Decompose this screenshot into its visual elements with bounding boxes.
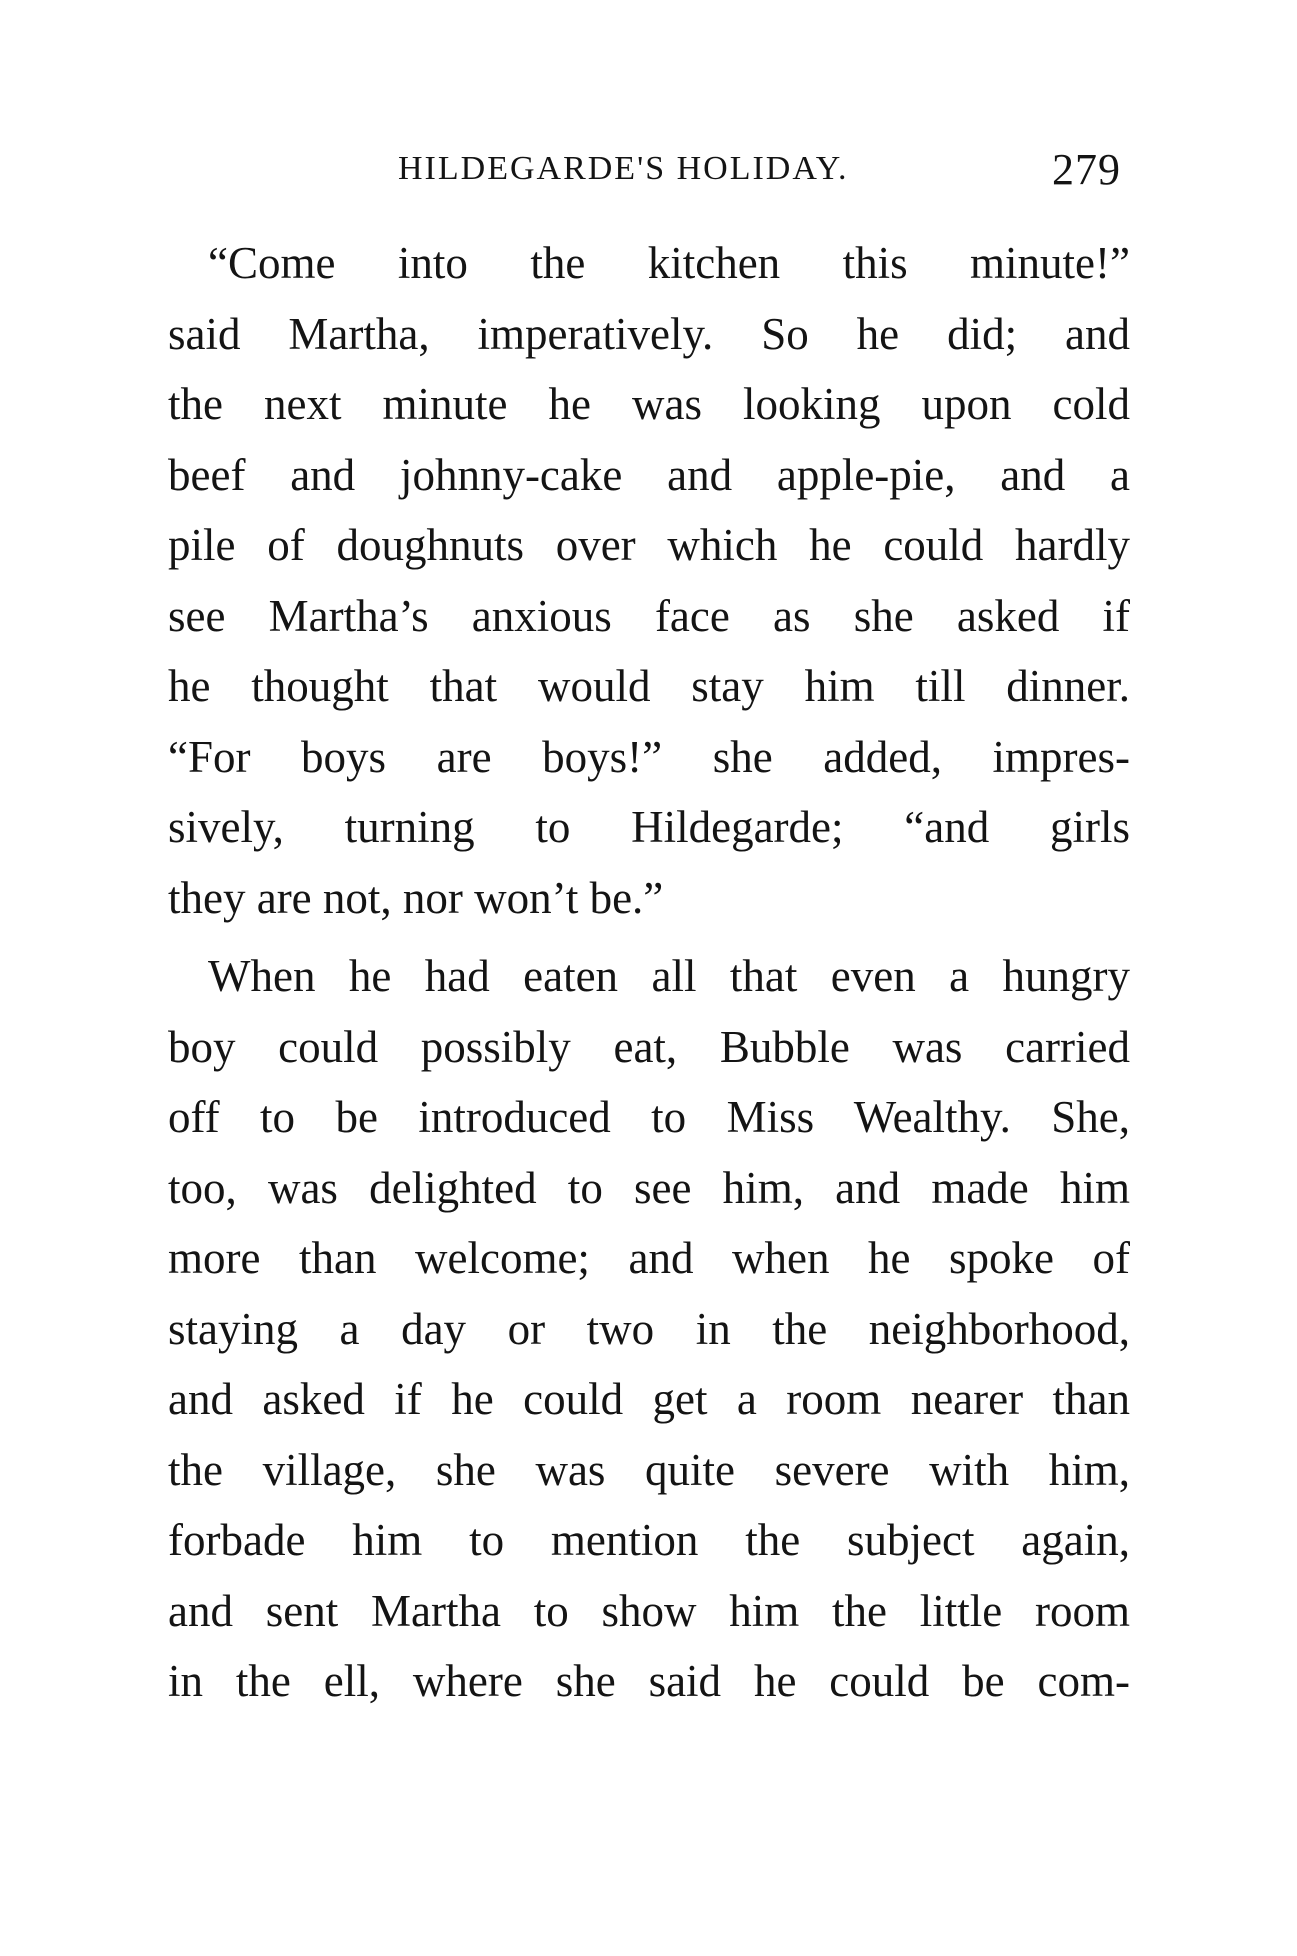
text-line: When he had eaten all that even a hungry xyxy=(208,951,1130,1001)
text-line: boy could possibly eat, Bubble was carried xyxy=(168,1021,1130,1072)
running-title: HILDEGARDE'S HOLIDAY. xyxy=(398,150,849,187)
text-line: they are not, nor won’t be.” xyxy=(168,872,664,923)
text-line: see Martha’s anxious face as she asked if xyxy=(168,590,1130,641)
text-line: in the ell, where she said he could be com- xyxy=(168,1656,1130,1706)
text-line: beef and johnny-cake and apple-pie, and a xyxy=(168,449,1130,500)
paragraph-spacer xyxy=(168,933,1130,941)
text-line: off to be introduced to Miss Wealthy. She, xyxy=(168,1092,1130,1142)
text-line: forbade him to mention the subject again, xyxy=(168,1515,1130,1565)
text-line: said Martha, imperatively. So he did; and xyxy=(168,308,1130,359)
text-line: more than welcome; and when he spoke of xyxy=(168,1233,1130,1283)
paragraph xyxy=(168,941,1130,1717)
text-line: and sent Martha to show him the little room xyxy=(168,1585,1130,1636)
text-line: he thought that would stay him till dinner. xyxy=(168,661,1130,711)
text-line: too, was delighted to see him, and made him xyxy=(168,1162,1130,1213)
text-line: and asked if he could get a room nearer than xyxy=(168,1374,1130,1424)
paragraph xyxy=(168,228,1130,933)
body-text xyxy=(168,228,1130,1717)
text-line: sively, turning to Hildegarde; “and girls xyxy=(168,802,1130,852)
text-line: the next minute he was looking upon cold xyxy=(168,379,1130,429)
text-line: pile of doughnuts over which he could hardly xyxy=(168,520,1130,570)
text-line: the village, she was quite severe with him, xyxy=(168,1444,1130,1495)
page-number: 279 xyxy=(1052,145,1121,194)
text-line: “For boys are boys!” she added, impres- xyxy=(168,731,1130,782)
running-head xyxy=(0,140,1297,194)
text-line: “Come into the kitchen this minute!” xyxy=(208,238,1130,288)
text-line: staying a day or two in the neighborhood, xyxy=(168,1303,1130,1354)
